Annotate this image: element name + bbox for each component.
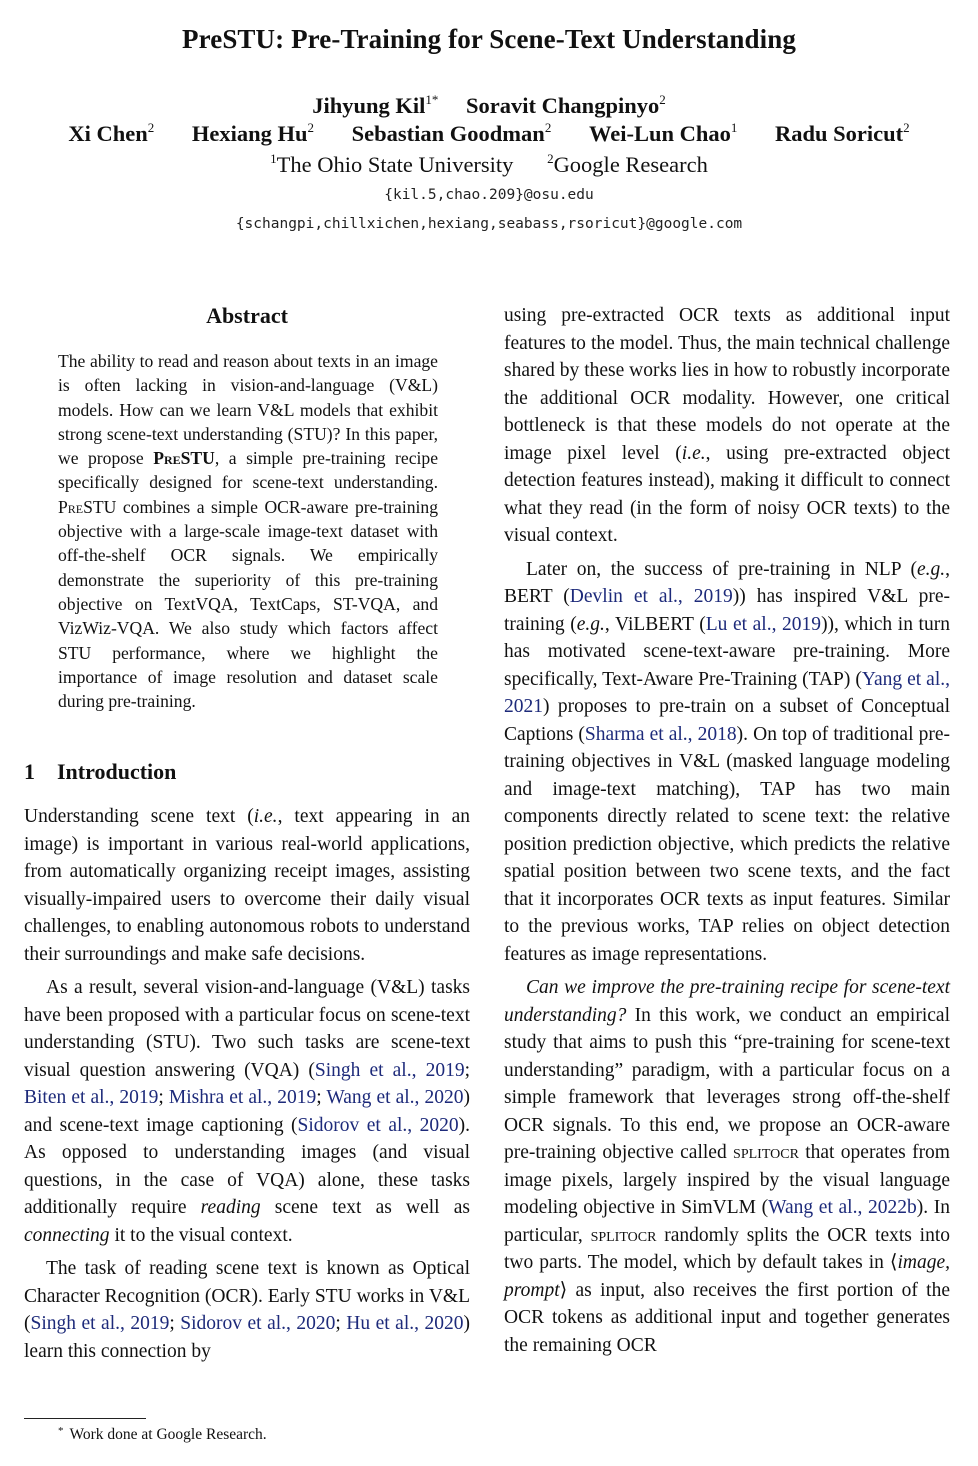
paper-title: PreSTU: Pre-Training for Scene-Text Understanding <box>182 24 796 54</box>
affiliation: $^1$The Ohio State University <box>270 151 514 177</box>
footnote-rule <box>24 1418 146 1419</box>
citation-link[interactable]: Devlin et al., 2019 <box>569 586 733 607</box>
paragraph: Understanding scene text (i.e., text appearing in an image) is important in various real-world applications, from automatically organizing receipt images, assisting visually-impaired users to overcome their daily visual challenges, to enabling autonomous robots to understand their surroundings and make safe decisions. <box>24 806 470 965</box>
author-name: Wei-Lun Chao$^1$ <box>588 120 738 146</box>
author-name: Radu Soricut$^2$ <box>775 120 910 146</box>
citation-link[interactable]: Mishra et al., 2019 <box>168 1087 317 1108</box>
author-name: Sebastian Goodman$^2$ <box>351 120 552 146</box>
citation-link[interactable]: Singh et al., 2019 <box>314 1059 465 1081</box>
citation-link[interactable]: Yang et al., 2021 <box>504 668 950 717</box>
authors-line-2 <box>0 121 978 147</box>
citation-link[interactable]: Sharma et al., 2018 <box>584 723 737 745</box>
author-name: Hexiang Hu$^2$ <box>191 120 315 146</box>
section-heading: 1 Introduction <box>24 759 177 784</box>
paragraph: Later on, the success of pre-training in NLP (e.g., BERT (Devlin et al., 2019)) has inspired V&L pre-training (e.g., ViLBERT (Lu et al., 2019)), which in turn has motivated scene-text-aware pre-training. More specifically, Text-Aware Pre-Training (TAP) (Yang et al., 2021) proposes to pre-train on a subset of Conceptual Captions (Sharma et al., 2018). On top of traditional pre-training objectives in V&L (masked language modeling and image-text matching), TAP has two main components directly related to scene text: the relative position prediction objective, which predicts the relative spatial position between two scene texts, and the fact that it incorporates OCR texts as input features. Similar to the previous works, TAP relies on object detection features as image representations. <box>504 558 950 965</box>
paragraph: using pre-extracted OCR texts as additional input features to the model. Thus, the main technical challenge shared by these works lies in how to robustly incorporate the additional OCR modality. However, one critical bottleneck is that these models do not operate at the image pixel level (i.e., using pre-extracted object detection features instead), making it difficult to connect what they read (in the form of noisy OCR texts) to the visual context. <box>504 305 951 546</box>
abstract-body: The ability to read and reason about texts in an image is often lacking in vision-and-language (V&L) models. How can we learn V&L models that exhibit strong scene-text understanding (STU)? In this paper, we propose PreSTU, a simple pre-training recipe specifically designed for scene-text understanding. PreSTU combines a simple OCR-aware pre-training objective with a large-scale image-text dataset with off-the-shelf OCR signals. We empirically demonstrate the superiority of this pre-training objective on TextVQA, TextCaps, ST-VQA, and VizWiz-VQA. We also study which factors affect STU performance, where we highlight the importance of image resolution and dataset scale during pre-training. <box>58 351 439 712</box>
paragraph: Can we improve the pre-training recipe for scene-text understanding? In this work, we conduct an empirical study that aims to push this “pre-training for scene-text understanding” paradigm, with a particular focus on a simple framework that leverages strong off-the-shelf OCR signals. To this end, we propose an OCR-aware pre-training objective called splitocr that operates from image pixels, largely inspired by the visual language modeling objective in SimVLM (Wang et al., 2022b). In particular, splitocr randomly splits the OCR texts into two parts. The model, which by default takes in ⟨image, prompt⟩ as input, also receives the first portion of the OCR tokens as additional input and together generates the remaining OCR <box>504 977 950 1356</box>
affiliations <box>0 152 978 178</box>
email-osu[interactable]: {kil.5,chao.209}@osu.edu <box>384 187 594 203</box>
email-google[interactable]: {schangpi,chillxichen,hexiang,seabass,rsoricut}@google.com <box>235 216 743 232</box>
citation-link[interactable]: Wang et al., 2020 <box>326 1087 464 1108</box>
authors-line-1 <box>0 93 978 119</box>
author-name: Soravit Changpinyo$^2$ <box>466 92 666 118</box>
author-name: Jihyung Kil$^{1*}$ <box>312 92 439 118</box>
citation-link[interactable]: Hu et al., 2020 <box>346 1313 464 1334</box>
right-column <box>504 302 950 1359</box>
left-column <box>24 803 470 1365</box>
citation-link[interactable]: Biten et al., 2019 <box>24 1087 159 1108</box>
citation-link[interactable]: Sidorov et al., 2020 <box>297 1114 459 1136</box>
citation-link[interactable]: Sidorov et al., 2020 <box>180 1313 336 1334</box>
paragraph: The task of reading scene text is known as Optical Character Recognition (OCR). Early STU works in V&L (Singh et al., 2019; Sidorov et al., 2020; Hu et al., 2020) learn this connection by <box>24 1258 470 1362</box>
affiliation: $^2$Google Research <box>547 151 708 177</box>
citation-link[interactable]: Wang et al., 2022b <box>768 1197 917 1218</box>
citation-link[interactable]: Singh et al., 2019 <box>30 1313 170 1334</box>
citation-link[interactable]: Lu et al., 2019 <box>705 613 822 635</box>
footnote: * Work done at Google Research. <box>58 1425 267 1443</box>
paragraph: As a result, several vision-and-language (V&L) tasks have been proposed with a particular focus on scene-text understanding (STU). Two such tasks are scene-text visual question answering (VQA) (Singh et al., 2019; Biten et al., 2019; Mishra et al., 2019; Wang et al., 2020) and scene-text image captioning (Sidorov et al., 2020). As opposed to understanding images (and visual questions, in the case of VQA) alone, these tasks additionally require reading scene text as well as connecting it to the visual context. <box>24 977 470 1246</box>
author-name: Xi Chen$^2$ <box>68 120 155 146</box>
abstract-heading: Abstract <box>206 303 288 328</box>
